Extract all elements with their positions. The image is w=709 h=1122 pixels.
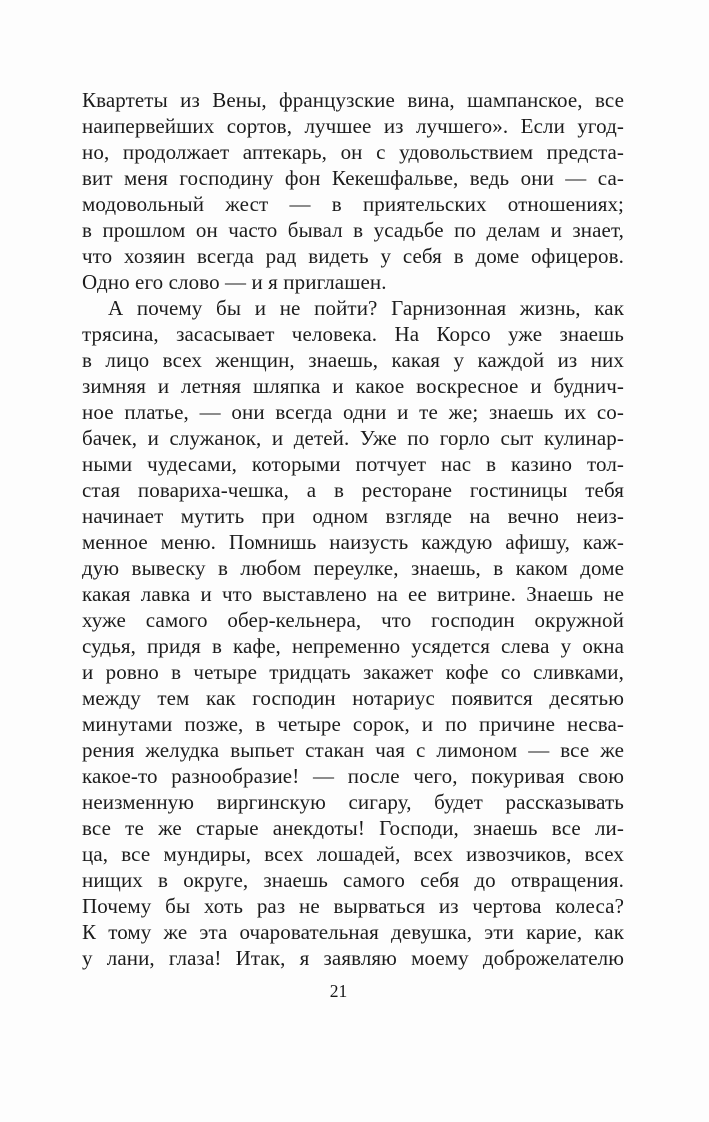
text-line: ное платье, — они всегда одни и те же; знаешь их со- <box>82 400 624 424</box>
text-line: вит меня господину фон Кекешфальве, ведь они — са- <box>82 166 624 190</box>
text-line: начинает мутить при одном взгляде на вечно неиз- <box>82 504 624 528</box>
paragraph <box>82 295 624 971</box>
text-line: трясина, засасывает человека. На Корсо уже знаешь <box>82 322 624 346</box>
text-line: ными чудесами, которыми потчует нас в казино тол- <box>82 452 624 476</box>
text-line: Квартеты из Вены, французские вина, шампанское, все <box>82 88 624 112</box>
page-number: 21 <box>329 981 348 1001</box>
text-line: между тем как господин нотариус появится десятью <box>82 686 624 710</box>
text-line: в лицо всех женщин, знаешь, какая у каждой из них <box>82 348 624 372</box>
text-line: какое-то разнообразие! — после чего, покуривая свою <box>82 764 624 788</box>
text-line: зимняя и летняя шляпка и какое воскресное и буднич- <box>82 374 624 398</box>
text-line: минутами позже, в четыре сорок, и по причине несва- <box>82 712 624 736</box>
paragraph <box>82 87 624 295</box>
text-line: рения желудка выпьет стакан чая с лимоном — все же <box>82 738 624 762</box>
text-line: у лани, глаза! Итак, я заявляю моему доброжелателю <box>82 946 624 970</box>
text-line: стая повариха-чешка, а в ресторане гостиницы тебя <box>82 478 624 502</box>
text-line: судья, придя в кафе, непременно усядется слева у окна <box>82 634 624 658</box>
text-line: А почему бы и не пойти? Гарнизонная жизнь, как <box>108 296 624 320</box>
text-line: какая лавка и что выставлено на ее витрине. Знаешь не <box>82 582 624 606</box>
text-line: все те же старые анекдоты! Господи, знаешь все ли- <box>82 816 624 840</box>
text-line: модовольный жест — в приятельских отношениях; <box>82 192 624 216</box>
text-line: Почему бы хоть раз не вырваться из чертова колеса? <box>82 894 624 918</box>
text-line: наипервейших сортов, лучшее из лучшего». Если угод- <box>82 114 624 138</box>
text-line: хуже самого обер-кельнера, что господин окружной <box>82 608 624 632</box>
text-line: неизменную виргинскую сигару, будет рассказывать <box>82 790 624 814</box>
text-line: и ровно в четыре тридцать закажет кофе со сливками, <box>82 660 624 684</box>
text-line: дую вывеску в любом переулке, знаешь, в каком доме <box>82 556 624 580</box>
text-line: что хозяин всегда рад видеть у себя в доме офицеров. <box>82 244 624 268</box>
text-line: Одно его слово — и я приглашен. <box>82 270 387 294</box>
text-line: менное меню. Помнишь наизусть каждую афишу, каж- <box>82 530 624 554</box>
text-line: но, продолжает аптекарь, он с удовольствием предста- <box>82 140 624 164</box>
text-line: К тому же эта очаровательная девушка, эти карие, как <box>82 920 624 944</box>
text-line: в прошлом он часто бывал в усадьбе по делам и знает, <box>82 218 624 242</box>
text-line: ца, все мундиры, всех лошадей, всех извозчиков, всех <box>82 842 624 866</box>
text-line: нищих в округе, знаешь самого себя до отвращения. <box>82 868 624 892</box>
text-line: бачек, и служанок, и детей. Уже по горло сыт кулинар- <box>82 426 624 450</box>
text-column <box>82 87 624 971</box>
